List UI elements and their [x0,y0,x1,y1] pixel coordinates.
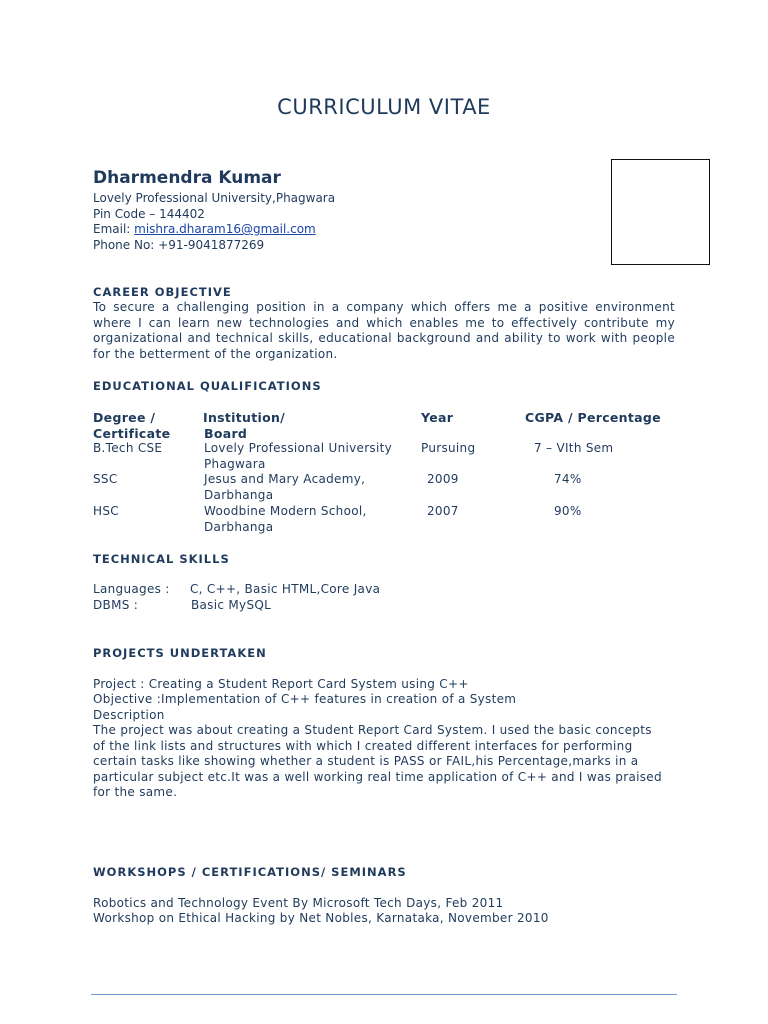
languages-label: Languages : [93,582,170,596]
workshops-heading: WORKSHOPS / CERTIFICATIONS/ SEMINARS [93,865,407,879]
phone-line: Phone No: +91-9041877269 [93,238,265,252]
dbms-label: DBMS : [93,598,139,612]
footer-divider [91,994,677,995]
project-objective-line: Objective :Implementation of C++ features in creation of a System [93,692,517,706]
degree-cell: B.Tech CSE [93,441,163,455]
project-description-label: Description [93,708,165,722]
email-line [93,222,316,238]
career-objective-heading: CAREER OBJECTIVE [93,285,232,299]
pin-code-line: Pin Code – 144402 [93,207,205,221]
photo-placeholder [611,159,710,265]
col-header-institution: Institution/ [203,410,286,425]
document-title: CURRICULUM VITAE [277,95,491,119]
list-item: Workshop on Ethical Hacking by Net Nobles, Karnataka, November 2010 [93,911,549,925]
candidate-name: Dharmendra Kumar [93,168,281,188]
project-title-line: Project : Creating a Student Report Card System using C++ [93,677,469,691]
languages-value: C, C++, Basic HTML,Core Java [190,582,381,596]
score-cell: 74% [554,472,582,486]
year-cell: Pursuing [421,441,476,455]
col-header-cgpa: CGPA / Percentage [525,410,661,425]
institution-cell: Woodbine Modern School, [204,504,367,518]
project-description-text: The project was about creating a Student Report Card System. I used the basic concepts of the link lists and structures with which I created different interfaces for performing certain tasks like showing whether a student is PASS or FAIL,his Percentage,marks in a particular subject etc.It was a well working real time application of C++ and I was praised for the same. [93,723,662,800]
degree-cell: SSC [93,472,118,486]
email-link[interactable]: mishra.dharam16@gmail.com [134,222,316,236]
year-cell: 2009 [427,472,459,486]
institution-cell-line2: Darbhanga [204,488,274,502]
education-heading: EDUCATIONAL QUALIFICATIONS [93,379,322,393]
year-cell: 2007 [427,504,459,518]
career-objective-text: To secure a challenging position in a company which offers me a positive environment where I can learn new technologies and which enables me to effectively contribute my organizational and technical skills, educational background and ability to work with people for the betterment of the organization. [93,300,675,361]
score-cell: 90% [554,504,582,518]
institution-cell-line2: Darbhanga [204,520,274,534]
score-cell: 7 – VIth Sem [534,441,614,455]
dbms-value: Basic MySQL [191,598,272,612]
col-header-degree: Degree / [93,410,156,425]
address-line: Lovely Professional University,Phagwara [93,191,336,205]
technical-skills-heading: TECHNICAL SKILLS [93,552,230,566]
list-item: Robotics and Technology Event By Microsoft Tech Days, Feb 2011 [93,896,504,910]
institution-cell-line2: Phagwara [204,457,266,471]
degree-cell: HSC [93,504,119,518]
projects-heading: PROJECTS UNDERTAKEN [93,646,267,660]
institution-cell: Lovely Professional University [204,441,393,455]
institution-cell: Jesus and Mary Academy, [204,472,366,486]
email-label: Email: [93,222,135,236]
col-header-board: Board [204,426,248,441]
col-header-year: Year [421,410,454,425]
col-header-certificate: Certificate [93,426,171,441]
